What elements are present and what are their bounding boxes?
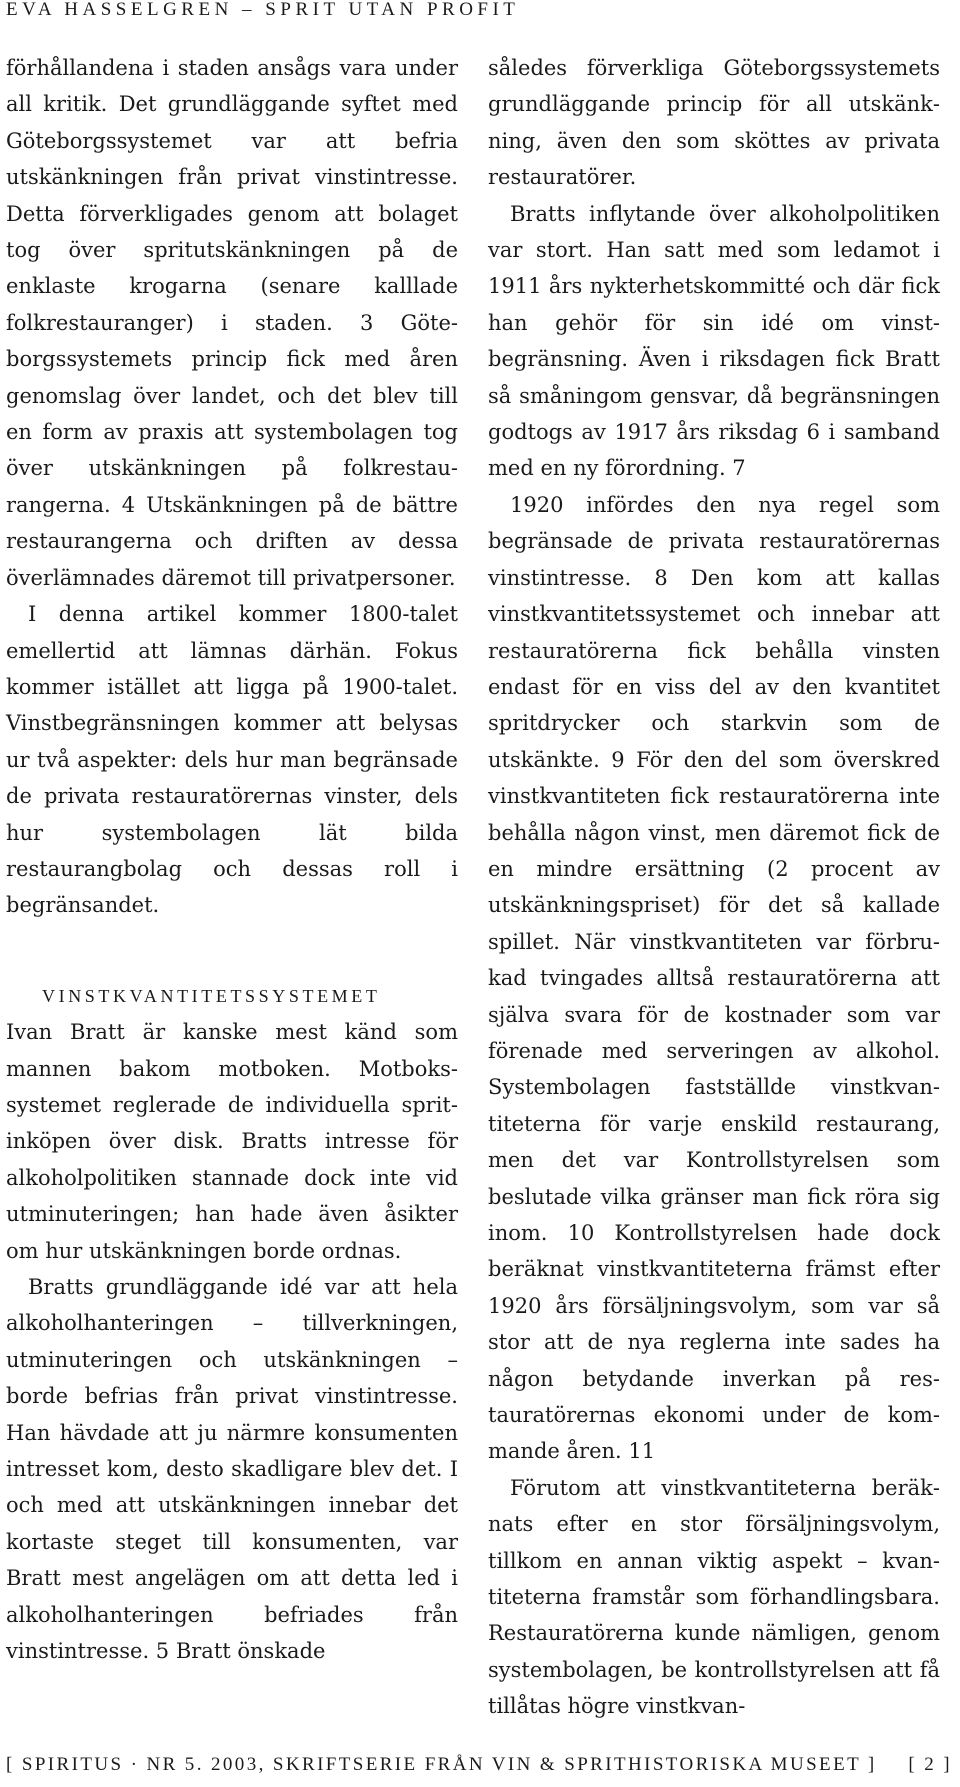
- page-number: [ 2 ]: [908, 1754, 952, 1775]
- body-paragraph: således förverkliga Göteborgssystemets grundläggande princip för all utskänkning, även den som sköttes av privata restauratörer.: [488, 56, 940, 190]
- section-heading: VINSTKVANTITETSSYSTEMET: [42, 985, 381, 1006]
- footer-series: [ SPIRITUS · NR 5. 2003, SKRIFTSERIE FRÅN VIN & SPRITHISTORISKA MUSEET ]: [6, 1754, 877, 1775]
- body-paragraph: Förutom att vinstkvantiteterna beräknats efter en stor försäljningsvolym, tillkom en annan viktig aspekt – kvantiteterna framstår som förhandlingsbara. Restauratörerna kunde nämligen, genom systembolagen, be kontrollstyrelsen att få tillåtas högre vinstkvan-: [488, 1475, 940, 1719]
- body-paragraph: Bratts inflytande över alkoholpolitiken var stort. Han satt med som ledamot i 1911 års nykterhetskommitté och där fick han gehör för sin idé om vinstbegränsning. Även i riksdagen fick Bratt så småningom gensvar, då begränsningen godtogs av 1917 års riksdag 6 i samband med en ny förordning. 7: [488, 201, 940, 481]
- body-paragraph: Bratts grundläggande idé var att hela alkoholhanteringen – tillverkningen, utminuteringen och utskänkningen – borde befrias från privat vinstintresse. Han hävdade att ju närmre konsumenten intresset kom, desto skadligare blev det. I och med att utskänkningen innebar det kortaste steget till konsumenten, var Bratt mest angelägen om att detta led i alkoholhanteringen befriades från vinstintresse. 5 Bratt önskade: [6, 1275, 458, 1664]
- body-paragraph: Ivan Bratt är kanske mest känd som mannen bakom motboken. Motbokssystemet reglerade de individuella spritinköpen över disk. Bratts intresse för alkoholpolitiken stannade dock inte vid utminuteringen; han hade även åsikter om hur utskänkningen borde ordnas.: [6, 1020, 458, 1263]
- running-head: EVA HASSELGREN – SPRIT UTAN PROFIT: [6, 0, 520, 20]
- left-column: [6, 50, 458, 1669]
- body-paragraph: förhållandena i staden ansågs vara under all kritik. Det grundläggande syftet med Göteborgssystemet var att befria utskänkningen från privat vinstintresse. Detta förverkligades genom att bolaget tog över spritutskänkningen på de enklaste krogarna (senare kalllade folkrestauranger) i staden. 3 Göteborgssystemets princip fick med åren genomslag över landet, och det blev till en form av praxis att systembolagen tog över utskänkningen på folkrestaurangerna. 4 Utskänkningen på de bättre restaurangerna och driften av dessa överlämnades däremot till privatpersoner.: [6, 56, 458, 590]
- right-column: [488, 50, 940, 1725]
- body-paragraph: I denna artikel kommer 1800-talet emellertid att lämnas därhän. Fokus kommer istället att ligga på 1900-talet. Vinstbegränsningen kommer att belysas ur två aspekter: dels hur man begränsade de privata restauratörernas vinster, dels hur systembolagen lät bilda restaurangbolag och dessas roll i begränsandet.: [6, 602, 458, 918]
- body-paragraph: 1920 infördes den nya regel som begränsade de privata restauratörernas vinstintresse. 8 Den kom att kallas vinstkvantitetssystemet och innebar att restauratörerna fick behålla vinsten endast för en viss del av den kvantitet spritdrycker och starkvin som de utskänkte. 9 För den del som överskred vinstkvantiteten fick restauratörerna inte behålla någon vinst, men däremot fick de en mindre ersättning (2 procent av utskänkningspriset) för det så kallade spillet. När vinstkvantiteten var förbrukad tvingades alltså restauratörerna att själva svara för de kostnader som var förenade med serveringen av alkohol. Systembolagen fastställde vinstkvantiteterna för varje enskild restaurang, men det var Kontrollstyrelsen som beslutade vilka gränser man fick röra sig inom. 10 Kontrollstyrelsen hade dock beräknat vinstkvantiteterna främst efter 1920 års försäljningsvolym, som var så stor att de nya reglerna inte sades ha någon betydande inverkan på restauratörernas ekonomi under de kommande åren. 11: [488, 492, 940, 1464]
